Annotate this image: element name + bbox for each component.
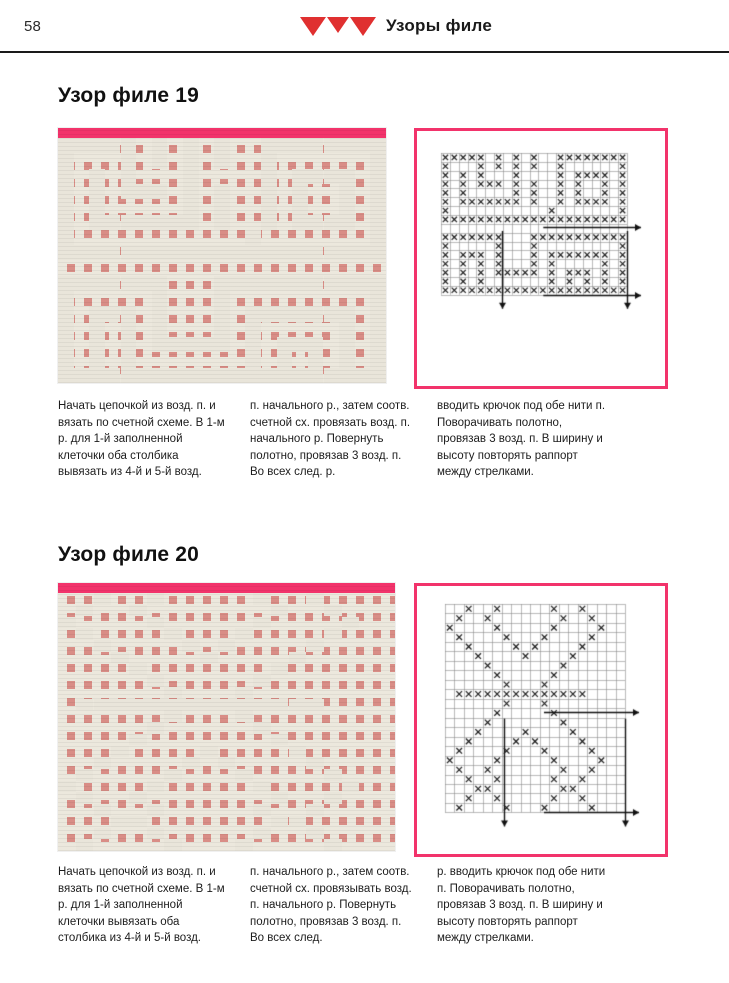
page-header (0, 0, 729, 52)
text-columns-20 (58, 864, 668, 947)
swatch-top-band (58, 583, 395, 593)
filet-chart-19 (417, 131, 659, 380)
paragraph-19-col2: п. начального р., затем соотв. счетной сх. провязать возд. п. начального р. Повернуть полотно, провязав 3 возд. п. Во всех след. р. (250, 400, 411, 478)
paragraph-20-col2: п. начального р., затем соотв. счетной сх. провязывать возд. п. начального р. Повернуть полотно, провязав 3 возд. п. Во всех след. (250, 866, 412, 944)
swatch-photo-20 (58, 583, 395, 851)
section-title-20: Узор филе 20 (58, 543, 200, 566)
text-columns-19 (58, 398, 668, 481)
paragraph-20-col1: Начать цепочкой из возд. п. и вязать по счетной схеме. В 1-м р. для 1-й заполненной клеточки вывязать оба столбика из 4-й и 5-й возд. (58, 866, 225, 944)
paragraph-20-col3: р. вводить крючок под обе нити п. Поворачивать полотно, провязав 3 возд. п. В ширину и высоту повторять раппорт между стрелками. (437, 866, 606, 944)
swatch-pattern-blocks (58, 138, 386, 383)
page-number: 58 (24, 18, 42, 35)
chart-box-19 (414, 128, 668, 389)
paragraph-19-col3: вводить крючок под обе нити п. Поворачивать полотно, провязав 3 возд. п. В ширину и высоту повторять раппорт между стрелками. (437, 400, 606, 478)
paragraph-19-col1: Начать цепочкой из возд. п. и вязать по счетной схеме. В 1-м р. для 1-й заполненной клеточки оба столбика вывязать из 4-й и 5-й возд. (58, 400, 225, 478)
chart-box-20 (414, 583, 668, 857)
triangles-icon (300, 17, 376, 36)
section-title-19: Узор филе 19 (58, 84, 200, 107)
header-center (300, 16, 492, 36)
swatch-photo-19 (58, 128, 386, 383)
filet-chart-20 (417, 586, 659, 848)
swatch-top-band (58, 128, 386, 138)
header-title: Узоры филе (386, 16, 493, 35)
swatch-pattern-blocks (58, 593, 395, 851)
header-divider (0, 51, 729, 53)
